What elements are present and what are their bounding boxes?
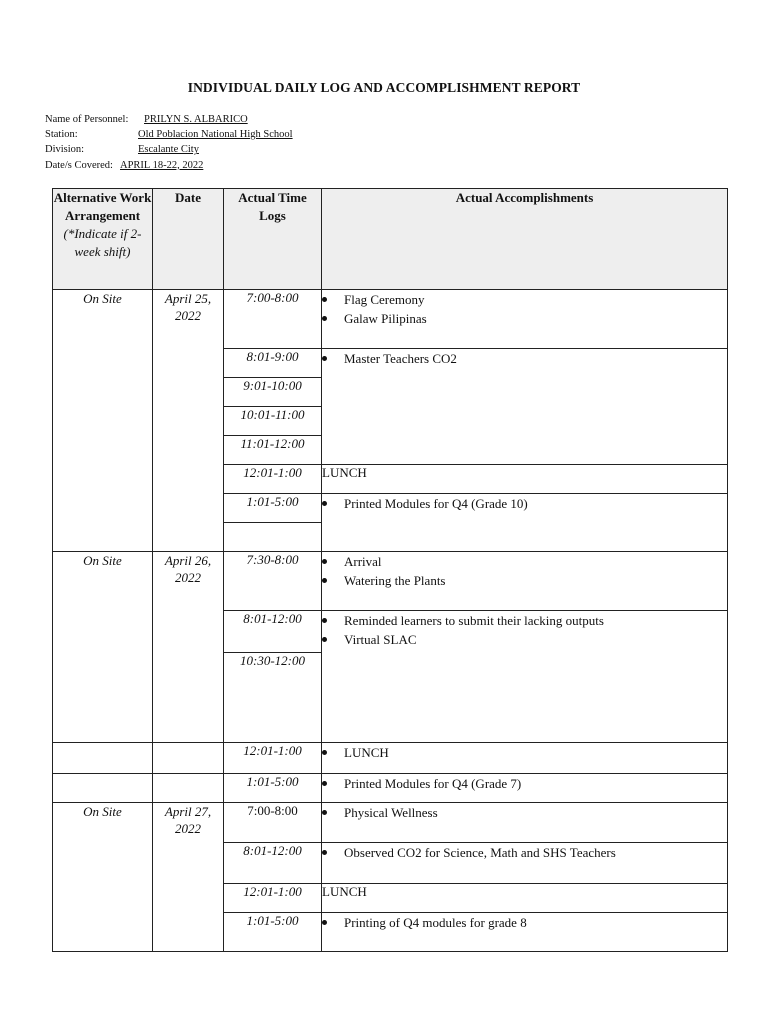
dates-label: Date/s Covered: (45, 159, 113, 171)
time-log: 7:30-8:00 (224, 552, 322, 611)
time-log: 11:01-12:00 (224, 436, 322, 465)
time-log: 8:01-12:00 (224, 843, 322, 884)
accomplishment-cell (322, 552, 728, 611)
accomplishment-cell (322, 349, 728, 465)
accomplishment-cell (322, 803, 728, 843)
time-log: 1:01-5:00 (224, 494, 322, 523)
accomplishment-cell (322, 774, 728, 803)
lunch-cell: LUNCH (322, 465, 728, 494)
header-arrangement-note: (*Indicate if 2-week shift) (63, 226, 142, 259)
list-item: Flag Ceremony (322, 290, 727, 309)
header-arrangement-label: Alternative Work Arrangement (53, 190, 152, 223)
time-log: 10:30-12:00 (224, 653, 322, 743)
time-log: 1:01-5:00 (224, 913, 322, 952)
division-value: Escalante City (138, 144, 199, 156)
accomplishment-cell (322, 743, 728, 774)
accomplishment-cell (322, 843, 728, 884)
time-log: 12:01-1:00 (224, 465, 322, 494)
personnel-value: PRILYN S. ALBARICO (144, 114, 248, 125)
header-row (53, 189, 728, 290)
list-item: Master Teachers CO2 (322, 349, 727, 368)
day2-date: April 26, 2022 (153, 552, 224, 743)
time-log: 7:00-8:00 (224, 803, 322, 843)
accomplishment-cell (322, 290, 728, 349)
time-log: 12:01-1:00 (224, 884, 322, 913)
list-item: Arrival (322, 552, 727, 571)
day3-date: April 27, 2022 (153, 803, 224, 952)
list-item: Physical Wellness (322, 803, 727, 822)
header-date: Date (153, 189, 224, 290)
time-log: 12:01-1:00 (224, 743, 322, 774)
accomplishment-cell (322, 494, 728, 552)
list-item: Galaw Pilipinas (322, 309, 727, 328)
accomplishment-cell (322, 913, 728, 952)
time-log: 1:01-5:00 (224, 774, 322, 803)
dates-value: APRIL 18-22, 2022 (120, 159, 204, 171)
list-item: Printed Modules for Q4 (Grade 7) (322, 774, 727, 793)
lunch-cell: LUNCH (322, 884, 728, 913)
table-row (53, 743, 728, 774)
time-log: 9:01-10:00 (224, 378, 322, 407)
table-row (53, 290, 728, 349)
time-log: 10:01-11:00 (224, 407, 322, 436)
list-item: LUNCH (322, 743, 727, 762)
list-item: Reminded learners to submit their lacking outputs (322, 611, 727, 630)
personnel-label: Name of Personnel: (45, 114, 129, 125)
empty-cell (153, 774, 224, 803)
empty-cell (153, 743, 224, 774)
table-row (53, 803, 728, 843)
report-title: INDIVIDUAL DAILY LOG AND ACCOMPLISHMENT REPORT (187, 80, 581, 95)
table-row (53, 774, 728, 803)
list-item: Watering the Plants (322, 571, 727, 590)
log-table (52, 188, 728, 952)
station-value: Old Poblacion National High School (138, 129, 293, 141)
list-item: Printing of Q4 modules for grade 8 (322, 913, 727, 932)
day1-arrangement: On Site (53, 290, 153, 552)
station-label: Station: (45, 129, 78, 141)
empty-cell (53, 774, 153, 803)
time-log: 7:00-8:00 (224, 290, 322, 349)
list-item: Printed Modules for Q4 (Grade 10) (322, 494, 727, 513)
empty-cell (53, 743, 153, 774)
day3-arrangement: On Site (53, 803, 153, 952)
header-arrangement (53, 189, 153, 290)
list-item: Virtual SLAC (322, 630, 727, 649)
time-log: 8:01-9:00 (224, 349, 322, 378)
day2-arrangement: On Site (53, 552, 153, 743)
header-accomplishments: Actual Accomplishments (322, 189, 728, 290)
time-log: 8:01-12:00 (224, 611, 322, 653)
division-label: Division: (45, 144, 85, 156)
list-item: Observed CO2 for Science, Math and SHS Teachers (322, 843, 727, 862)
table-row (53, 552, 728, 611)
header-time: Actual Time Logs (224, 189, 322, 290)
empty-cell (224, 523, 322, 552)
accomplishment-cell (322, 611, 728, 743)
day1-date: April 25, 2022 (153, 290, 224, 552)
